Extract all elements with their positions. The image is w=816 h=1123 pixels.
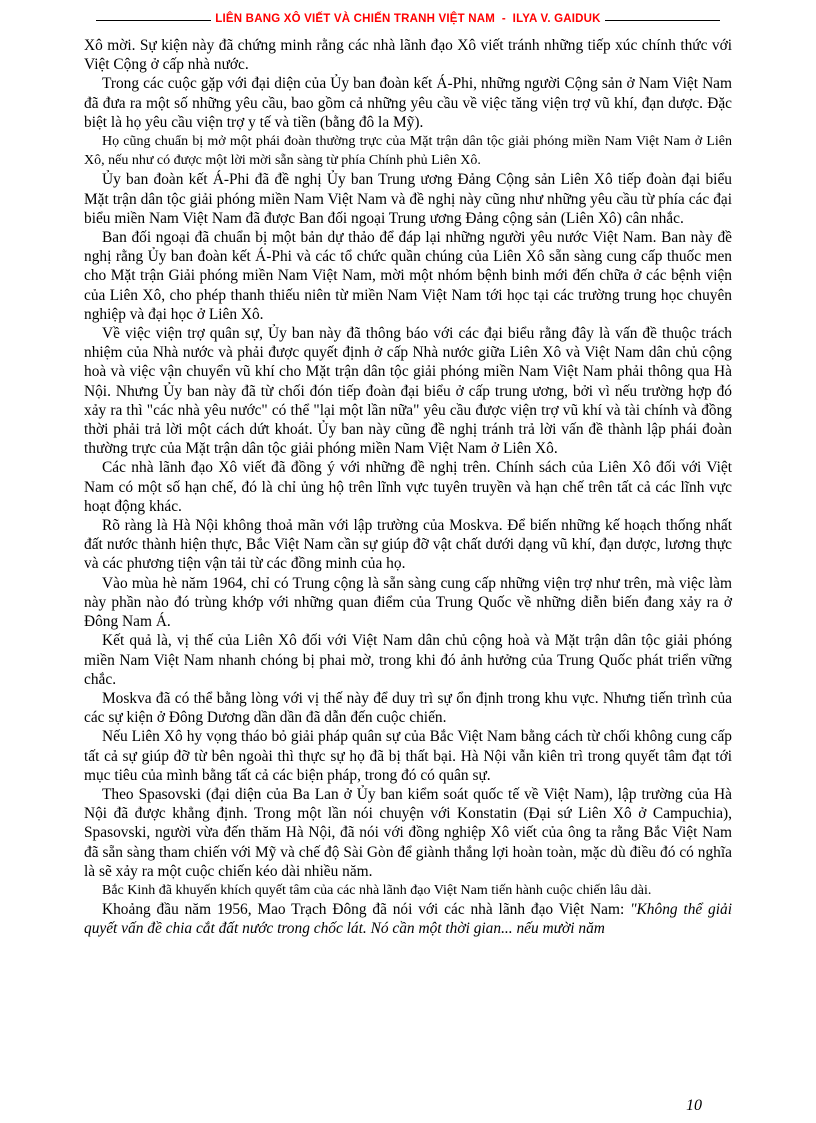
paragraph: Ban đối ngoại đã chuẩn bị một bản dự thảo để đáp lại những người yêu nước Việt Nam. Ban này đề nghị rằng Ủy ban đoàn kết Á-Phi và các tổ chức quần chúng của Liên Xô sẵn sàng cung cấp thuốc men cho Mặt trận Giải phóng miền Nam Việt Nam, mời một nhóm bệnh binh mới đến chữa ở các bệnh viện của Liên Xô, cho phép thanh thiếu niên từ miền Nam Việt Nam tới học tại các trường trung học chuyên nghiệp và đại học ở Liên Xô.: [84, 229, 732, 323]
paragraph: Bắc Kinh đã khuyến khích quyết tâm của các nhà lãnh đạo Việt Nam tiến hành cuộc chiến lâu dài.: [102, 882, 652, 898]
paragraph: Theo Spasovski (đại diện của Ba Lan ở Ủy ban kiểm soát quốc tế về Việt Nam), lập trường của Hà Nội đã được khẳng định. Trong một lần nói chuyện với Konstatin (Đại sứ Liên Xô ở Campuchia), Spasovski, người vừa đến thăm Hà Nội, đã nói với đồng nghiệp Xô viết của ông ta rằng Bắc Việt Nam đã sẵn sàng tham chiến với Mỹ và chế độ Sài Gòn để giành thắng lợi hoàn toàn, mặc dù điều đó có nghĩa là sẽ xảy ra một cuộc chiến kéo dài nhiều năm.: [84, 785, 732, 880]
paragraph: Rõ ràng là Hà Nội không thoả mãn với lập trường của Moskva. Để biến những kế hoạch thống nhất đất nước thành hiện thực, Bắc Việt Nam cần sự giúp đỡ vật chất dưới dạng vũ khí, đạn dược, lương thực và các phương tiện vận tải từ các đồng minh của họ.: [84, 517, 732, 573]
header-title: LIÊN BANG XÔ VIẾT VÀ CHIẾN TRANH VIỆT NAM: [215, 13, 496, 25]
header-author: ILYA V. GAIDUK: [512, 13, 601, 25]
paragraph: Các nhà lãnh đạo Xô viết đã đồng ý với những đề nghị trên. Chính sách của Liên Xô đối với Việt Nam có một số hạn chế, đó là chỉ ủng hộ trên lĩnh vực tuyên truyền và hạn chế trên tất cả các lĩnh vực hoạt động khác.: [84, 459, 732, 515]
paragraph: Ủy ban đoàn kết Á-Phi đã đề nghị Ủy ban Trung ương Đảng Cộng sản Liên Xô tiếp đoàn đại biểu Mặt trận dân tộc giải phóng miền Nam Việt Nam và đề nghị này cũng như những yêu cầu từ phía các đại biểu miền Nam Việt Nam đã được Ban đối ngoại Trung ương Đảng cộng sản (Liên Xô) cân nhắc.: [84, 171, 732, 227]
header-text: [211, 13, 604, 25]
paragraph: Moskva đã có thể bằng lòng với vị thế này để duy trì sự ổn định trong khu vực. Nhưng tiến trình của các sự kiện ở Đông Dương dần dần đã dẫn đến cuộc chiến.: [84, 689, 732, 727]
body-text: [84, 36, 732, 939]
paragraph-last: [84, 900, 732, 938]
header-separator: -: [501, 13, 506, 25]
paragraph: Vào mùa hè năm 1964, chỉ có Trung cộng là sẵn sàng cung cấp những viện trợ như trên, mà việc làm này phần nào đó trùng khớp với những quan điểm của Trung Quốc về những diễn biến đang xảy ra ở Đông Nam Á.: [84, 574, 732, 631]
paragraph: Xô mời. Sự kiện này đã chứng minh rằng các nhà lãnh đạo Xô viết tránh những tiếp xúc chính thức với Việt Cộng ở cấp nhà nước.: [84, 37, 732, 74]
paragraph: Nếu Liên Xô hy vọng tháo bỏ giải pháp quân sự của Bắc Việt Nam bằng cách từ chối không cung cấp tất cả sự giúp đỡ từ bên ngoài thì thực sự họ đã bị thất bại. Hà Nội vẫn kiên trì trong quyết tâm đạt tới mục tiêu của mình bằng tất cả các biện pháp, trong đó có quân sự.: [84, 728, 732, 784]
mao-quote: "Không thể giải quyết vấn đề chia cắt đất nước trong chốc lát. Nó cần một thời gian... nếu mười năm: [84, 901, 732, 938]
running-header: [96, 12, 720, 26]
paragraph-last-normal: Khoảng đầu năm 1956, Mao Trạch Đông đã nói với các nhà lãnh đạo Việt Nam:: [102, 901, 631, 919]
page-number: 10: [686, 1097, 702, 1114]
paragraph: Họ cũng chuẩn bị mở một phái đoàn thường trực của Mặt trận dân tộc giải phóng miền Nam Việt Nam ở Liên Xô, nếu như có được một lời mời sẵn sàng từ phía Chính phủ Liên Xô.: [84, 134, 732, 169]
paragraph: Trong các cuộc gặp với đại diện của Ủy ban đoàn kết Á-Phi, những người Cộng sản ở Nam Việt Nam đã đưa ra một số những yêu cầu, bao gồm cả những yêu cầu về việc tăng viện trợ vũ khí, đạn dược. Đặc biệt là họ yêu cầu viện trợ y tế và tiền (bằng đô la Mỹ).: [84, 75, 732, 131]
paragraph: Về việc viện trợ quân sự, Ủy ban này đã thông báo với các đại biểu rằng đây là vấn đề thuộc trách nhiệm của Nhà nước và phải được quyết định ở cấp Nhà nước giữa Liên Xô và Việt Nam dân chủ cộng hoà và việc vận chuyển vũ khí cho Mặt trận dân tộc giải phóng miền Nam Việt Nam phải thông qua Hà Nội. Nhưng Ủy ban này đã từ chối đón tiếp đoàn đại biểu ở cấp trung ương, bởi vì nếu trường hợp đó xảy ra thì "các nhà yêu nước" có thể "lại một lần nữa" yêu cầu được viện trợ vũ khí và tài chính và đồng thời phải trả lời một cách dứt khoát. Ủy ban này cũng đề nghị tránh trả lời vấn đề thành lập phái đoàn thường trực của Mặt trận dân tộc giải phóng miền Nam Việt Nam ở Liên Xô.: [84, 325, 732, 458]
paragraph: Kết quả là, vị thế của Liên Xô đối với Việt Nam dân chủ cộng hoà và Mặt trận dân tộc giải phóng miền Nam Việt Nam nhanh chóng bị phai mờ, trong khi đó ảnh hưởng của Trung Quốc phát triển vững chắc.: [84, 632, 732, 688]
